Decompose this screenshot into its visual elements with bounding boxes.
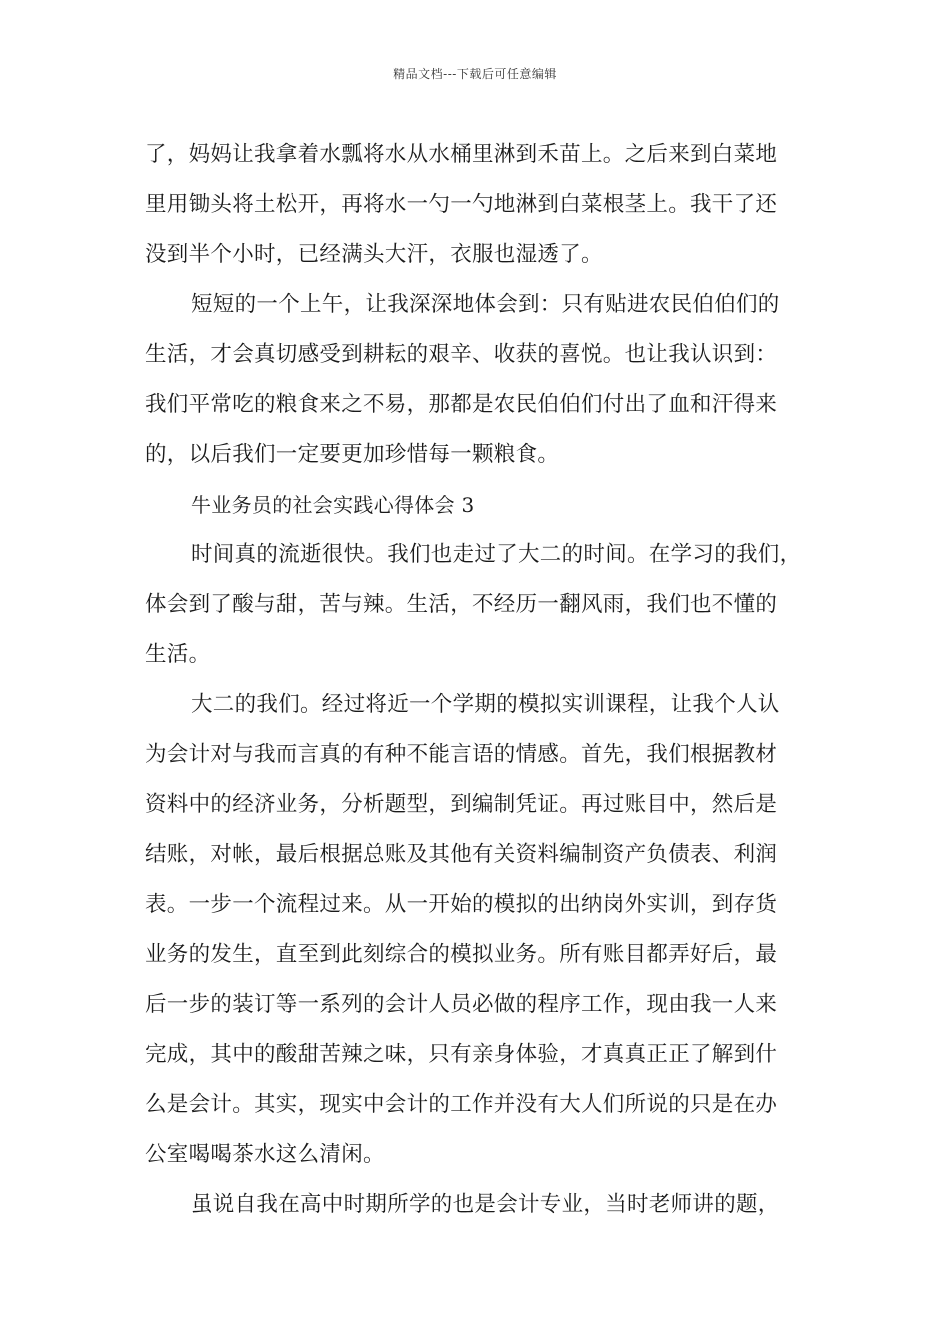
body-line: 表。一步一个流程过来。从一开始的模拟的出纳岗外实训，到存货 <box>145 892 778 917</box>
paragraph-first-line: 虽说自我在高中时期所学的也是会计专业，当时老师讲的题， <box>191 1192 780 1217</box>
body-line: 生活，才会真切感受到耕耘的艰辛、收获的喜悦。也让我认识到： <box>145 342 778 367</box>
body-line: 完成，其中的酸甜苦辣之味，只有亲身体验，才真真正正了解到什 <box>145 1042 778 1067</box>
body-line: 没到半个小时，已经满头大汗，衣服也湿透了。 <box>145 242 603 267</box>
body-line: 生活。 <box>145 642 211 667</box>
section-heading: 牛业务员的社会实践心得体会 3 <box>191 493 475 517</box>
body-line: 么是会计。其实，现实中会计的工作并没有大人们所说的只是在办 <box>145 1092 778 1117</box>
document-body <box>145 130 810 1230</box>
body-line: 结账，对帐，最后根据总账及其他有关资料编制资产负债表、利润 <box>145 842 778 867</box>
body-line: 业务的发生，直至到此刻综合的模拟业务。所有账目都弄好后，最 <box>145 942 778 967</box>
body-line: 了，妈妈让我拿着水瓢将水从水桶里淋到禾苗上。之后来到白菜地 <box>145 142 778 167</box>
body-line: 的，以后我们一定要更加珍惜每一颗粮食。 <box>145 442 560 467</box>
body-line: 后一步的装订等一系列的会计人员必做的程序工作，现由我一人来 <box>145 992 778 1017</box>
body-line: 公室喝喝茶水这么清闲。 <box>145 1142 385 1167</box>
body-line: 我们平常吃的粮食来之不易，那都是农民伯伯们付出了血和汗得来 <box>145 392 778 417</box>
body-line: 体会到了酸与甜，苦与辣。生活，不经历一翻风雨，我们也不懂的 <box>145 592 778 617</box>
body-line: 为会计对与我而言真的有种不能言语的情感。首先，我们根据教材 <box>145 742 778 767</box>
page-header: 精品文档---下载后可任意编辑 <box>393 67 557 81</box>
paragraph-first-line: 时间真的流逝很快。我们也走过了大二的时间。在学习的我们， <box>191 542 802 567</box>
body-line: 资料中的经济业务，分析题型，到编制凭证。再过账目中，然后是 <box>145 792 778 817</box>
body-line: 里用锄头将土松开，再将水一勺一勺地淋到白菜根茎上。我干了还 <box>145 192 778 217</box>
paragraph-first-line: 大二的我们。经过将近一个学期的模拟实训课程，让我个人认 <box>191 692 780 717</box>
paragraph-first-line: 短短的一个上午，让我深深地体会到：只有贴进农民伯伯们的 <box>191 292 780 317</box>
